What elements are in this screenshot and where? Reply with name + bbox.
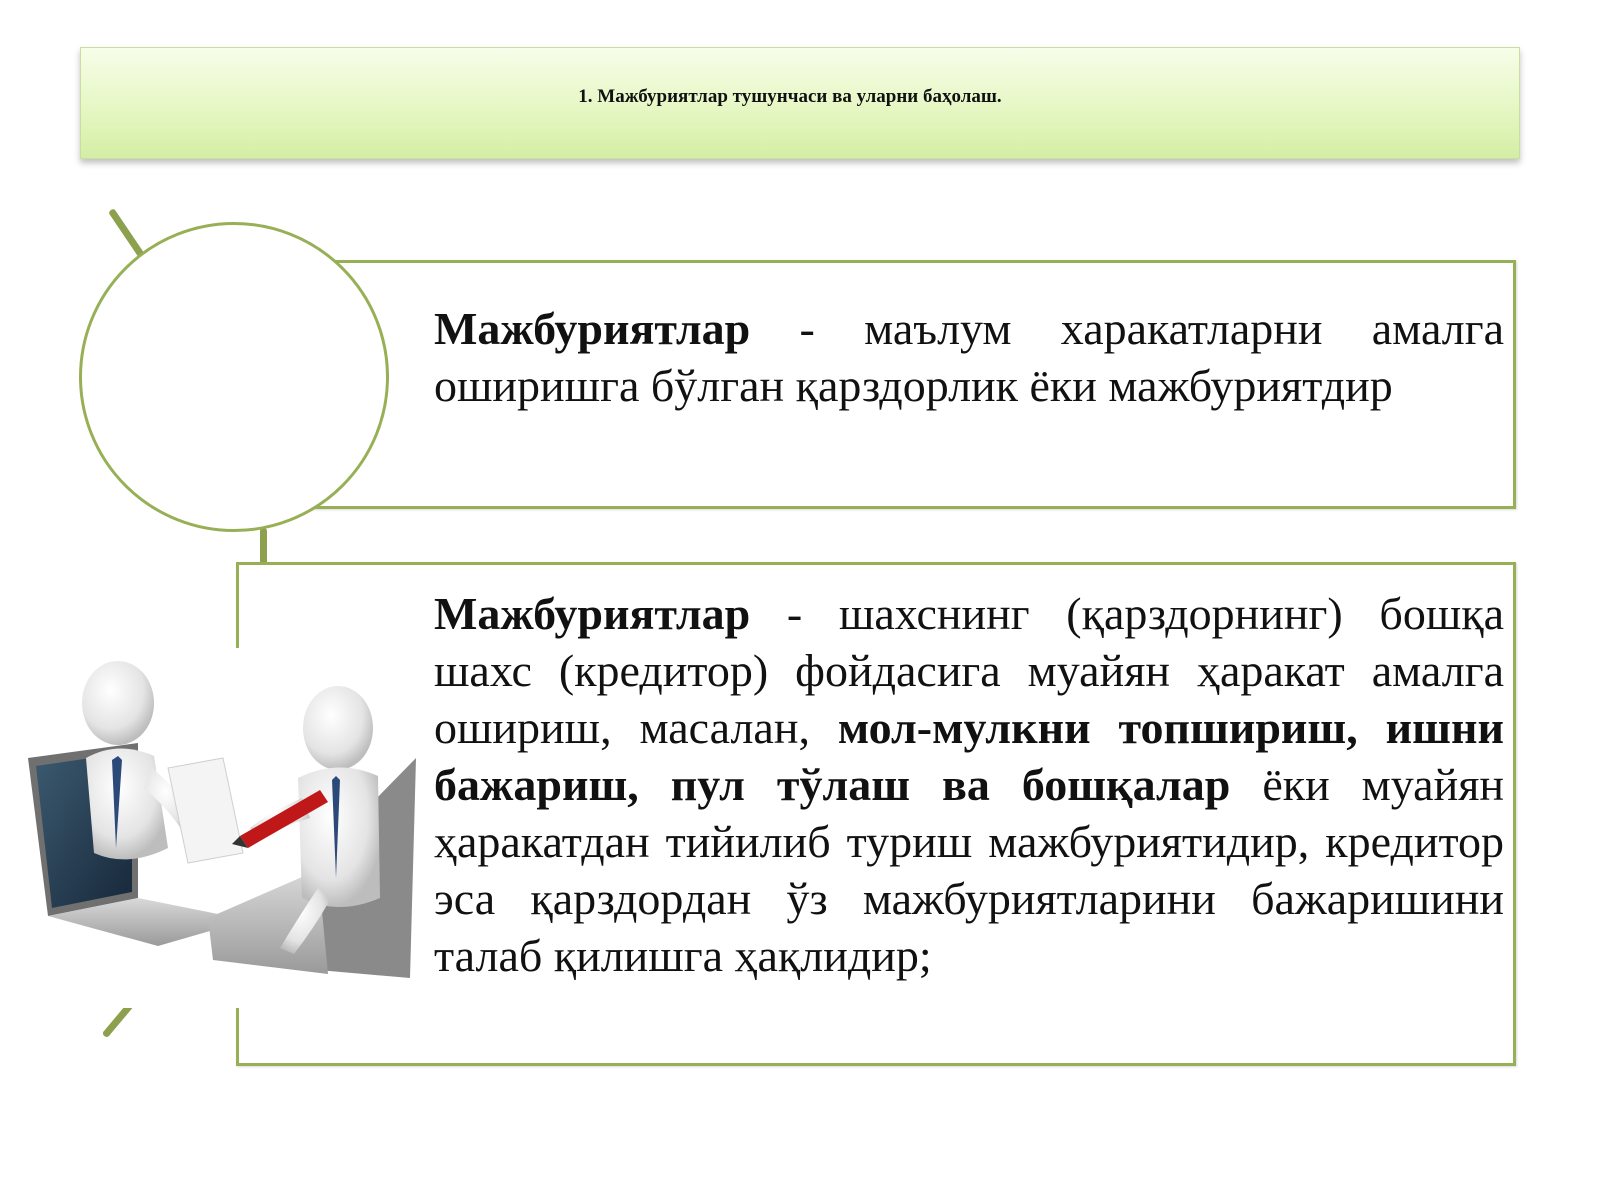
definition-2-body-b: ёки муайян ҳаракатдан тийилиб туриш мажбуриятидир, кредитор эса қарздордан ўз мажбуриятларини бажаришини талаб қилишга ҳақлидир; [434, 759, 1504, 981]
title-banner [80, 47, 1520, 159]
definition-2-body-a: - шахснинг (қарздорнинг) бошқа шахс (кредитор) фойдасига муайян ҳаракат амалга ошириш, масалан, [434, 588, 1504, 753]
slide-title: 1. Мажбуриятлар тушунчаси ва уларни баҳолаш. [578, 86, 1002, 107]
definition-1-term: Мажбуриятлар [434, 303, 751, 354]
definition-2-term: Мажбуриятлар [434, 588, 751, 639]
business-handshake-laptops-icon [18, 648, 434, 1008]
definition-2-examples: мол-мулкни топшириш, ишни бажариш, пул тўлаш ва бошқалар [434, 702, 1504, 810]
definition-1-body: - маълум харакатларни амалга оширишга бўлган қарздорлик ёки мажбуриятдир [434, 303, 1504, 411]
definition-2-text [434, 585, 1504, 984]
connector-line-middle [260, 528, 267, 566]
decorative-circle [79, 222, 389, 532]
definition-1-text [434, 300, 1504, 414]
